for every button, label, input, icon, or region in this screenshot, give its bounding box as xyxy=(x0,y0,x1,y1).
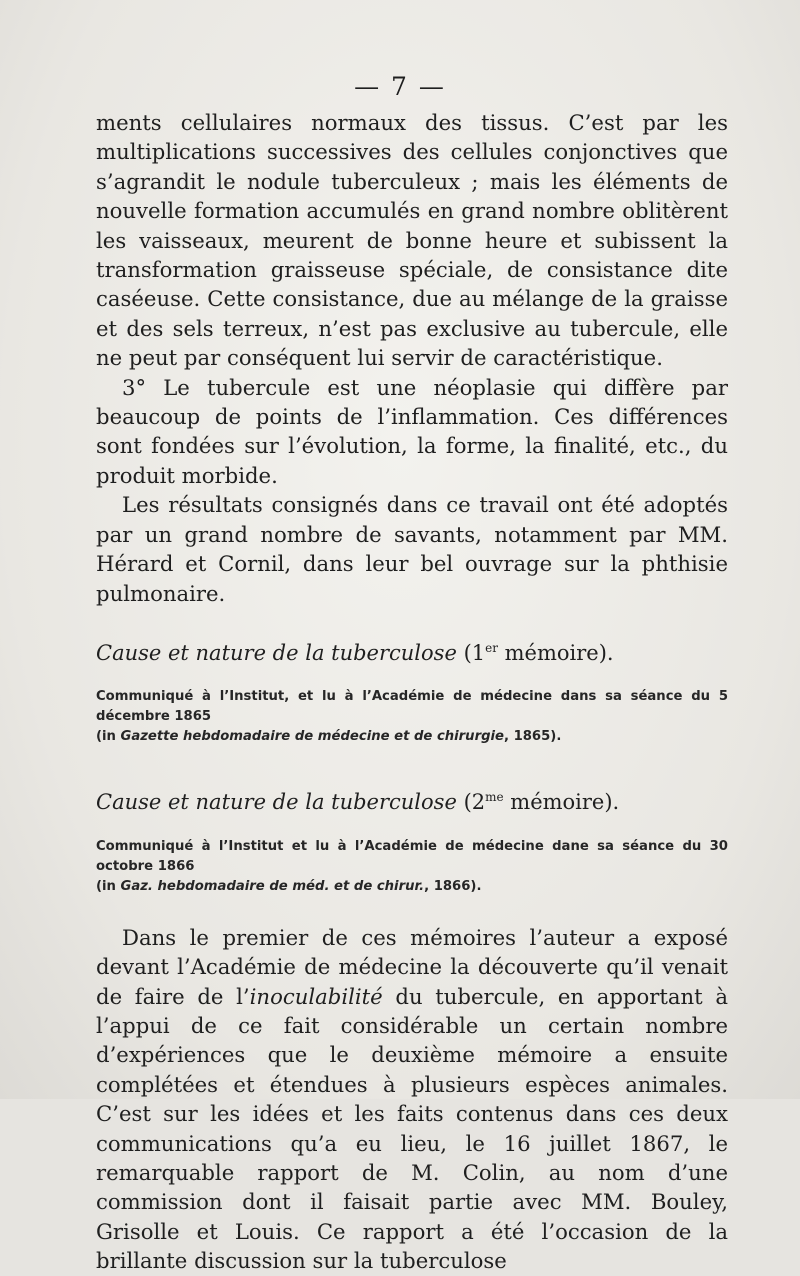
paragraph-italic-term: inoculabilité xyxy=(249,983,383,1009)
section-title-first-memoir xyxy=(96,634,728,668)
citation-journal: Gaz. hebdomadaire de méd. et de chirur. xyxy=(120,878,425,894)
citation-close: , 1866). xyxy=(424,878,482,894)
section-title-number: (2 xyxy=(463,790,486,815)
page-body xyxy=(96,108,728,1276)
section-title-suffix: mémoire). xyxy=(497,640,614,665)
section-title-second-memoir xyxy=(96,783,728,817)
page-number: — 7 — xyxy=(354,72,446,101)
citation-close: , 1865). xyxy=(503,729,562,745)
section-title-italic: Cause et nature de la tuberculose xyxy=(96,790,457,815)
citation-note-1865 xyxy=(96,727,728,747)
citation-open: (in xyxy=(96,878,121,894)
section-title-number: (1 xyxy=(463,640,486,665)
citation-journal: Gazette hebdomadaire de médecine et de chirurgie xyxy=(120,729,504,745)
paragraph-inoculability xyxy=(96,923,728,1276)
citation-open: (in xyxy=(96,729,121,745)
section-title-ordinal: er xyxy=(485,640,498,655)
communication-note-1866: Communiqué à l’Institut et lu à l’Académie de médecine dane sa séance du 30 octobre 1866 xyxy=(96,838,728,874)
paragraph-continuation: ments cellulaires normaux des tissus. C’est par les multiplications successives des cellules conjonctives que s’agrandit le nodule tuberculeux ; mais les éléments de nouvelle formation accumulés en grand nombre oblitèrent les vaisseaux, meurent de bonne heure et subissent la transformation graisseuse spéciale, de consistance dite caséeuse. Cette consistance, due au mélange de la graisse et des sels terreux, n’est pas exclusive au tubercule, elle ne peut par conséquent lui servir de caractéristique. xyxy=(96,110,728,371)
paragraph-text-after: du tubercule, en apportant à l’appui de ce fait considérable un certain nombre d’expériences que le deuxième mémoire a ensuite complétées et étendues à plusieurs espèces animales. C’est sur les idées et les faits contenus dans ces deux communications qu’a eu lieu, le 16 juillet 1867, le remarquable rapport de M. Colin, au nom d’une commission dont il faisait partie avec MM. Bouley, Grisolle et Louis. Ce rapport a été l’occasion de la brillante discussion sur la tuberculose xyxy=(96,983,728,1274)
paragraph-point-3: 3° Le tubercule est une néoplasie qui diffère par beaucoup de points de l’inflammation. Ces différences sont fondées sur l’évolution, la forme, la finalité, etc., du produit morbide. xyxy=(96,374,728,488)
paragraph-text-before: Dans le premier de ces mémoires l’auteur a exposé devant l’Académie de médecine la découverte qu’il venait de faire de l’ xyxy=(96,924,728,1009)
section-title-suffix: mémoire). xyxy=(503,790,620,815)
section-title-ordinal: me xyxy=(485,790,504,805)
communication-note-1865: Communiqué à l’Institut, et lu à l’Académie de médecine dans sa séance du 5 décembre 1865 xyxy=(96,689,728,725)
citation-note-1866 xyxy=(96,877,728,897)
paragraph-results: Les résultats consignés dans ce travail ont été adoptés par un grand nombre de savants, notamment par MM. Hérard et Cornil, dans leur bel ouvrage sur la phthisie pulmonaire. xyxy=(96,492,728,606)
section-title-italic: Cause et nature de la tuberculose xyxy=(96,640,457,665)
